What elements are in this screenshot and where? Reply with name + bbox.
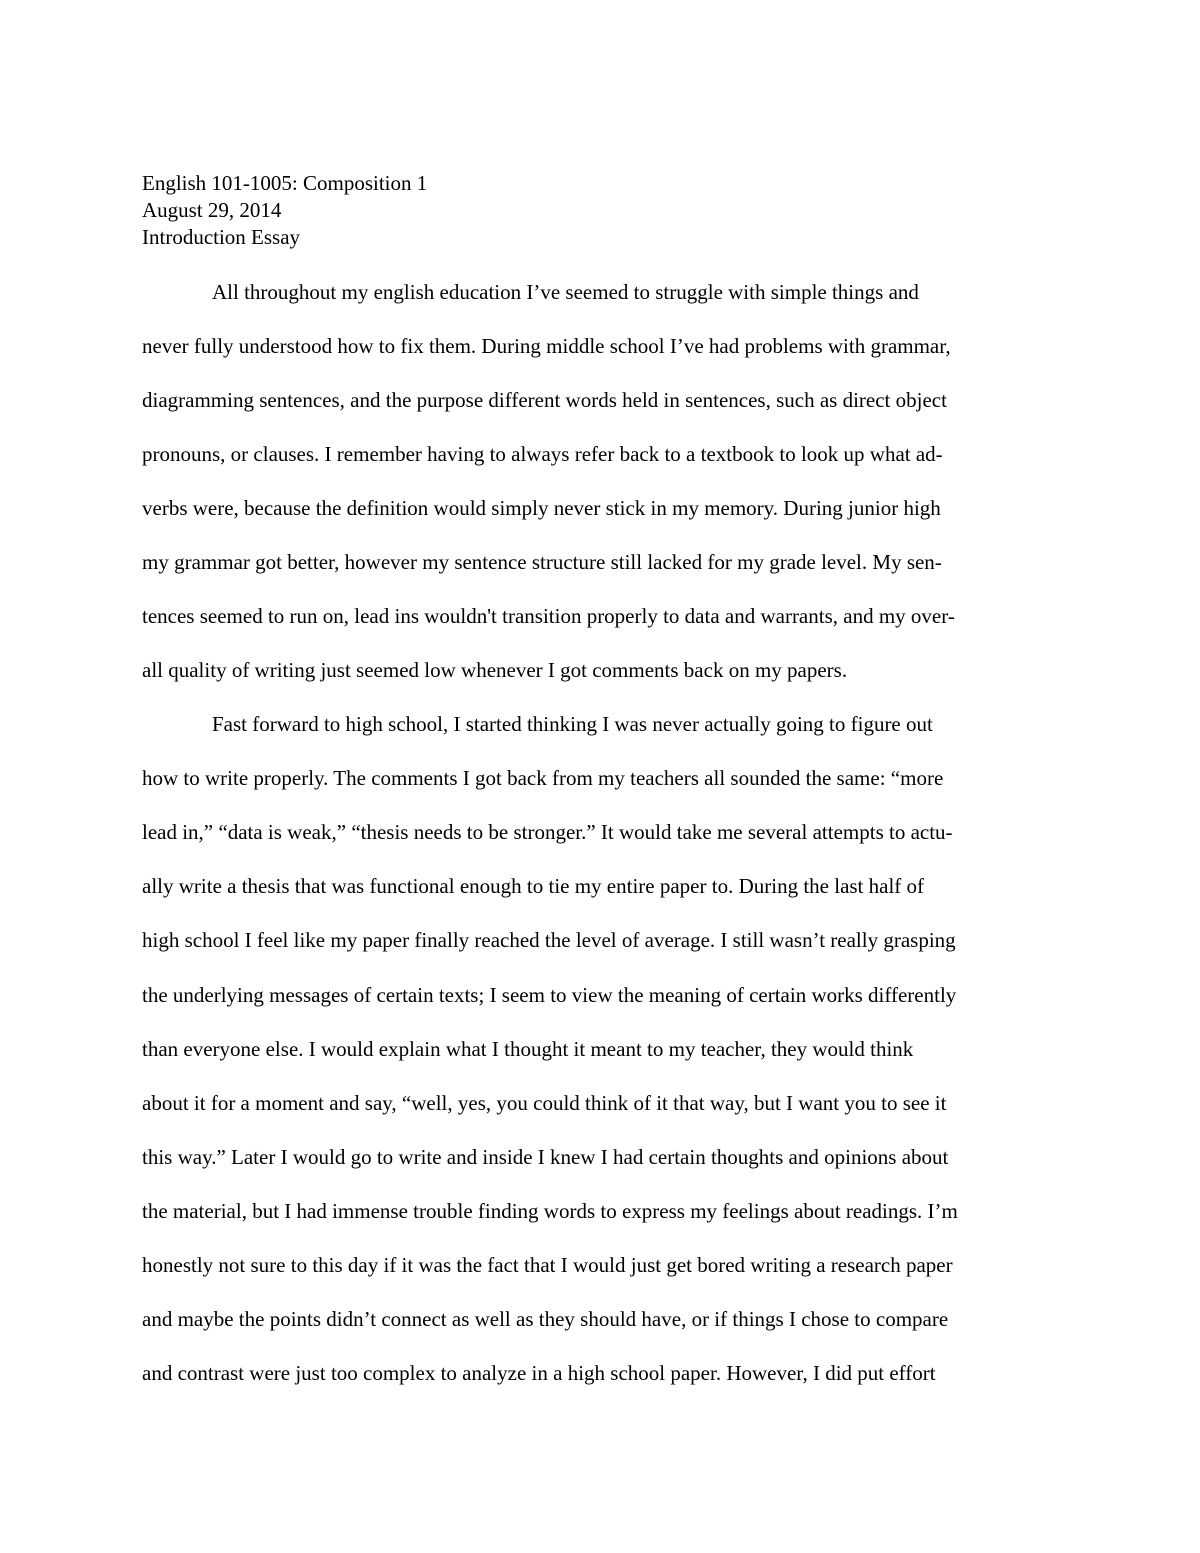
- paragraph-line: my grammar got better, however my sentence structure still lacked for my grade level. My sen-: [142, 550, 942, 574]
- essay-header: [142, 170, 1062, 251]
- paragraph-line: never fully understood how to fix them. During middle school I’ve had problems with grammar,: [142, 334, 951, 358]
- paragraph-line: pronouns, or clauses. I remember having to always refer back to a textbook to look up what ad-: [142, 442, 943, 466]
- paragraph-line: the underlying messages of certain texts; I seem to view the meaning of certain works differently: [142, 983, 957, 1007]
- paragraph-line: about it for a moment and say, “well, yes, you could think of it that way, but I want you to see it: [142, 1091, 947, 1115]
- paragraph-line: honestly not sure to this day if it was the fact that I would just get bored writing a research paper: [142, 1253, 953, 1277]
- paragraph-line: ally write a thesis that was functional enough to tie my entire paper to. During the last half of: [142, 874, 925, 898]
- essay-title: Introduction Essay: [142, 225, 301, 249]
- paragraph-line: lead in,” “data is weak,” “thesis needs to be stronger.” It would take me several attempts to actu-: [142, 820, 953, 844]
- paragraph-line: all quality of writing just seemed low whenever I got comments back on my papers.: [142, 658, 848, 682]
- paragraph-line: diagramming sentences, and the purpose different words held in sentences, such as direct object: [142, 388, 947, 412]
- paragraph-line: and maybe the points didn’t connect as well as they should have, or if things I chose to compare: [142, 1307, 949, 1331]
- essay-date: August 29, 2014: [142, 198, 282, 222]
- course-name: English 101-1005: Composition 1: [142, 171, 428, 195]
- paragraph-line: than everyone else. I would explain what I thought it meant to my teacher, they would think: [142, 1037, 914, 1061]
- paragraph-line: tences seemed to run on, lead ins wouldn't transition properly to data and warrants, and my over-: [142, 604, 955, 628]
- paragraph-line: how to write properly. The comments I got back from my teachers all sounded the same: “more: [142, 766, 944, 790]
- paragraph-line: All throughout my english education I’ve seemed to struggle with simple things and: [212, 280, 919, 304]
- paragraph-line: and contrast were just too complex to analyze in a high school paper. However, I did put effort: [142, 1361, 936, 1385]
- paragraph-line: Fast forward to high school, I started thinking I was never actually going to figure out: [212, 712, 933, 736]
- paragraph-line: verbs were, because the definition would simply never stick in my memory. During junior high: [142, 496, 941, 520]
- paragraph-line: the material, but I had immense trouble finding words to express my feelings about readings. I’m: [142, 1199, 958, 1223]
- paragraph-line: high school I feel like my paper finally reached the level of average. I still wasn’t really grasping: [142, 928, 956, 952]
- paragraph-line: this way.” Later I would go to write and inside I knew I had certain thoughts and opinions about: [142, 1145, 949, 1169]
